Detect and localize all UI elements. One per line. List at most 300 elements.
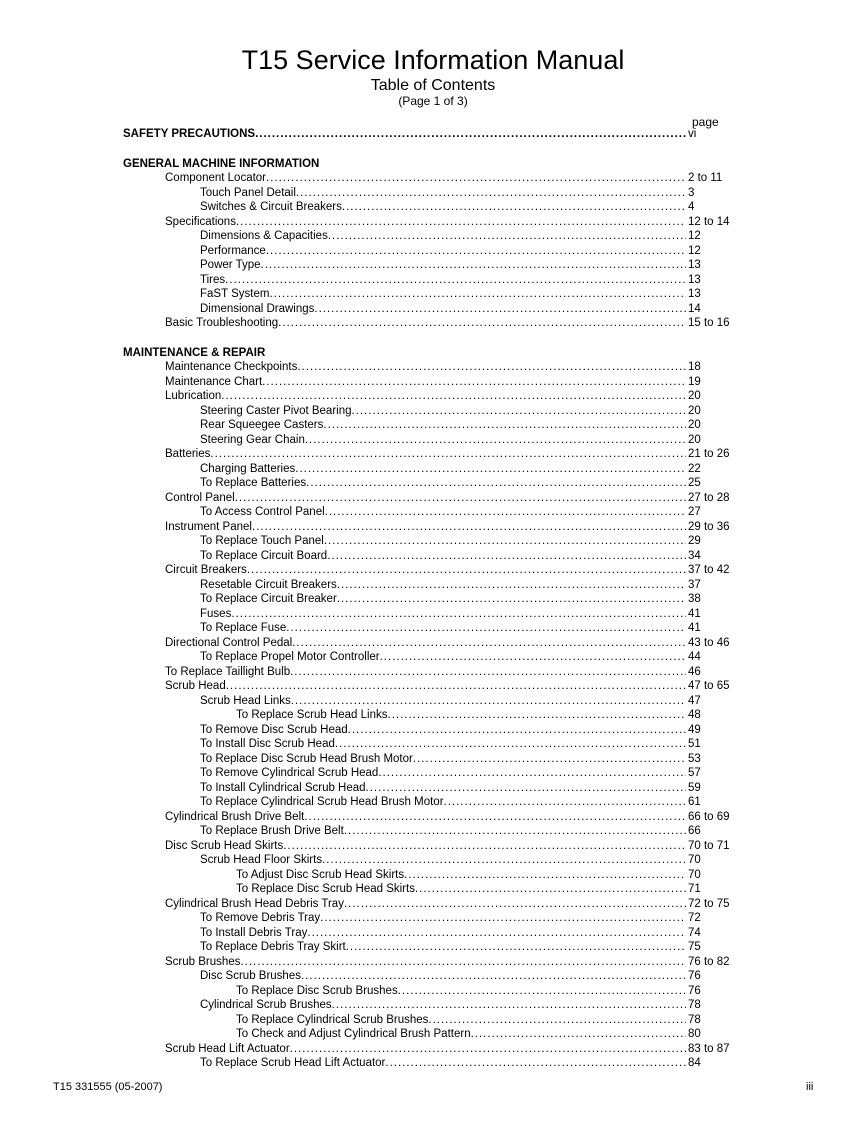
toc-entry-page: 27 to 28 bbox=[688, 491, 730, 504]
toc-leader-dots bbox=[404, 868, 686, 883]
toc-entry-text bbox=[200, 418, 686, 433]
toc-leader-dots bbox=[324, 534, 686, 549]
toc-leader-dots bbox=[261, 258, 686, 273]
toc-entry-label: Resetable Circuit Breakers bbox=[200, 578, 337, 591]
toc-entry-page: 76 bbox=[688, 970, 701, 982]
toc-leader-dots bbox=[236, 215, 686, 230]
toc-section-heading[interactable] bbox=[0, 157, 866, 172]
toc-entry-page: 47 to 65 bbox=[688, 680, 730, 692]
toc-entry[interactable] bbox=[0, 592, 866, 607]
toc-entry-label: Scrub Brushes bbox=[165, 955, 241, 968]
toc-entry[interactable] bbox=[0, 375, 866, 390]
toc-entry-label: To Replace Batteries bbox=[200, 477, 307, 489]
toc-entry[interactable] bbox=[0, 839, 866, 854]
toc-entry-page: 70 bbox=[688, 854, 701, 866]
toc-entry-page: 13 bbox=[688, 288, 701, 300]
toc-entry-label: Maintenance Chart bbox=[165, 375, 263, 388]
toc-leader-dots bbox=[292, 636, 686, 651]
toc-entry[interactable] bbox=[0, 287, 866, 302]
toc-entry-text bbox=[200, 911, 686, 926]
toc-entry-page: 66 bbox=[688, 825, 701, 837]
toc-entry-page: 4 bbox=[688, 201, 695, 213]
toc-entry-text bbox=[200, 607, 686, 622]
toc-entry[interactable] bbox=[0, 1027, 866, 1042]
toc-entry-page: 20 bbox=[688, 390, 701, 402]
toc-leader-dots bbox=[471, 1027, 686, 1042]
toc-entry[interactable] bbox=[0, 897, 866, 912]
toc-entry-label: FaST System bbox=[200, 288, 270, 300]
toc-leader-dots bbox=[335, 737, 686, 752]
toc-entry-text bbox=[165, 1042, 686, 1057]
toc-entry-text bbox=[200, 549, 686, 564]
toc-entry-text bbox=[200, 795, 686, 810]
toc-entry-page: 47 bbox=[688, 694, 701, 707]
toc-entry-text bbox=[165, 491, 686, 506]
toc-entry-text bbox=[200, 229, 686, 244]
toc-entry[interactable] bbox=[0, 258, 866, 273]
toc-entry[interactable] bbox=[0, 926, 866, 941]
toc-entry-page: 27 bbox=[688, 506, 701, 518]
toc-entry-text bbox=[165, 810, 686, 825]
toc-section-heading[interactable] bbox=[0, 346, 866, 361]
toc-entry-label: Maintenance Checkpoints bbox=[165, 361, 298, 373]
toc-entry-page: 13 bbox=[688, 259, 701, 271]
toc-entry-text bbox=[165, 375, 686, 390]
toc-entry[interactable] bbox=[0, 650, 866, 665]
toc-leader-dots bbox=[388, 708, 687, 723]
toc-entry-page: 12 to 14 bbox=[688, 215, 730, 228]
toc-entry[interactable] bbox=[0, 665, 866, 680]
toc-entry-page: 44 bbox=[688, 651, 701, 663]
toc-leader-dots bbox=[295, 462, 686, 477]
toc-entry-label: Scrub Head Lift Actuator bbox=[165, 1042, 290, 1055]
toc-entry-text bbox=[165, 665, 686, 680]
toc-entry[interactable] bbox=[0, 171, 866, 186]
toc-entry-text bbox=[200, 287, 686, 302]
toc-entry[interactable] bbox=[0, 418, 866, 433]
toc-entry[interactable] bbox=[0, 273, 866, 288]
toc-entry-label: To Replace Taillight Bulb bbox=[165, 665, 291, 678]
page-subtitle: Table of Contents bbox=[370, 77, 496, 94]
toc-entry-text bbox=[200, 694, 686, 709]
toc-entry-label: Component Locator bbox=[165, 172, 267, 184]
toc-entry[interactable] bbox=[0, 679, 866, 694]
toc-entry-text bbox=[236, 868, 686, 883]
toc-entry[interactable] bbox=[0, 215, 866, 230]
toc-entry-label: GENERAL MACHINE INFORMATION bbox=[123, 157, 320, 170]
toc-entry-text bbox=[200, 433, 686, 448]
toc-entry[interactable] bbox=[0, 607, 866, 622]
toc-entry-text bbox=[200, 926, 686, 941]
toc-leader-dots bbox=[337, 578, 686, 593]
toc-leader-dots bbox=[415, 882, 686, 897]
toc-entry-text bbox=[165, 563, 686, 578]
toc-leader-dots bbox=[366, 781, 686, 796]
toc-leader-dots bbox=[301, 969, 686, 984]
toc-entry-text bbox=[165, 520, 686, 535]
toc-entry[interactable] bbox=[0, 389, 866, 404]
toc-entry[interactable] bbox=[0, 1056, 866, 1071]
toc-entry-page: 19 bbox=[688, 375, 701, 388]
toc-entry[interactable] bbox=[0, 433, 866, 448]
toc-entry-text bbox=[200, 200, 686, 215]
toc-entry[interactable] bbox=[0, 955, 866, 970]
toc-leader-dots bbox=[290, 665, 686, 680]
toc-entry-label: Directional Control Pedal bbox=[165, 636, 293, 649]
toc-entry-label: Scrub Head bbox=[165, 680, 226, 692]
toc-entry-label: To Replace Cylindrical Scrub Head Brush Motor bbox=[200, 796, 444, 808]
toc-entry-page: 84 bbox=[688, 1057, 701, 1069]
toc-entry-label: To Replace Disc Scrub Head Skirts bbox=[236, 883, 415, 895]
toc-entry[interactable] bbox=[0, 491, 866, 506]
toc-entry[interactable] bbox=[0, 1013, 866, 1028]
toc-entry-page: 76 to 82 bbox=[688, 955, 730, 968]
toc-entry-page: 59 bbox=[688, 781, 701, 794]
toc-entry-label: Touch Panel Detail bbox=[200, 186, 296, 199]
toc-leader-dots bbox=[247, 563, 686, 578]
toc-entry-text bbox=[200, 462, 686, 477]
toc-entry-text bbox=[123, 157, 686, 172]
toc-entry[interactable] bbox=[0, 824, 866, 839]
toc-leader-dots bbox=[385, 1056, 686, 1071]
toc-entry-text bbox=[200, 781, 686, 796]
toc-entry-page: 66 to 69 bbox=[688, 810, 730, 823]
toc-leader-dots bbox=[346, 940, 686, 955]
toc-entry-text bbox=[236, 1027, 686, 1042]
toc-leader-dots bbox=[291, 694, 686, 709]
toc-entry[interactable] bbox=[0, 969, 866, 984]
toc-entry-text bbox=[165, 839, 686, 854]
toc-leader-dots bbox=[444, 795, 686, 810]
toc-entry-text bbox=[165, 389, 686, 404]
toc-entry-page: 46 bbox=[688, 665, 701, 678]
toc-entry-text bbox=[200, 258, 686, 273]
toc-entry[interactable] bbox=[0, 636, 866, 651]
toc-entry-text bbox=[200, 404, 686, 419]
toc-entry[interactable] bbox=[0, 621, 866, 636]
toc-entry-page: 12 bbox=[688, 230, 701, 242]
toc-entry-label: Switches & Circuit Breakers bbox=[200, 201, 342, 213]
toc-leader-dots bbox=[225, 273, 686, 288]
toc-entry-label: Basic Troubleshooting bbox=[165, 317, 279, 329]
toc-entry-page: 53 bbox=[688, 752, 701, 765]
toc-entry-page: 41 bbox=[688, 622, 701, 634]
toc-entry-page: 18 bbox=[688, 361, 701, 373]
toc-entry-page: 15 to 16 bbox=[688, 317, 730, 329]
toc-entry-text bbox=[236, 1013, 686, 1028]
toc-entry-label: Performance bbox=[200, 244, 266, 257]
toc-entry-label: To Replace Debris Tray Skirt bbox=[200, 941, 346, 953]
toc-leader-dots bbox=[297, 360, 686, 375]
toc-leader-dots bbox=[352, 404, 687, 419]
toc-entry-text bbox=[165, 679, 686, 694]
toc-entry[interactable] bbox=[0, 563, 866, 578]
toc-entry-text bbox=[165, 360, 686, 375]
toc-entry[interactable] bbox=[0, 447, 866, 462]
toc-entry[interactable] bbox=[0, 708, 866, 723]
toc-entry[interactable] bbox=[0, 781, 866, 796]
toc-leader-dots bbox=[226, 679, 686, 694]
toc-entry-text bbox=[165, 316, 686, 331]
toc-entry-label: Steering Caster Pivot Bearing bbox=[200, 404, 352, 417]
toc-entry[interactable] bbox=[0, 200, 866, 215]
toc-entry-label: Batteries bbox=[165, 448, 211, 460]
page-title: T15 Service Information Manual bbox=[241, 45, 625, 75]
toc-entry-page: 29 to 36 bbox=[688, 520, 730, 533]
toc-entry-text bbox=[236, 984, 686, 999]
toc-leader-dots bbox=[266, 244, 686, 259]
toc-leader-dots bbox=[413, 752, 686, 767]
toc-entry-label: To Replace Touch Panel bbox=[200, 535, 324, 547]
toc-entry-page: 70 to 71 bbox=[688, 839, 730, 852]
toc-leader-dots bbox=[306, 476, 686, 491]
toc-entry[interactable] bbox=[0, 984, 866, 999]
toc-entry-label: To Replace Propel Motor Controller bbox=[200, 651, 380, 663]
toc-leader-dots bbox=[305, 433, 686, 448]
toc-entry-text bbox=[200, 824, 686, 839]
toc-entry-page: 70 bbox=[688, 868, 701, 881]
toc-entry-label: Fuses bbox=[200, 607, 232, 620]
toc-entry-label: Power Type bbox=[200, 259, 261, 271]
toc-entry-text bbox=[200, 853, 686, 868]
toc-entry-label: To Replace Circuit Board bbox=[200, 549, 328, 562]
toc-entry-page: 37 to 42 bbox=[688, 564, 730, 576]
toc-entry-page: 83 to 87 bbox=[688, 1042, 730, 1055]
toc-entry-page: 72 bbox=[688, 912, 701, 924]
toc-entry-page: 75 bbox=[688, 941, 701, 953]
toc-leader-dots bbox=[278, 316, 686, 331]
toc-leader-dots bbox=[240, 955, 686, 970]
toc-leader-dots bbox=[304, 810, 686, 825]
toc-entry-page: 80 bbox=[688, 1028, 701, 1040]
toc-entry-label: Specifications bbox=[165, 215, 236, 228]
toc-entry-text bbox=[165, 171, 686, 186]
toc-leader-dots bbox=[327, 549, 686, 564]
toc-entry-label: Scrub Head Links bbox=[200, 694, 291, 707]
toc-entry-page: vi bbox=[688, 128, 697, 140]
toc-entry-label: Disc Scrub Brushes bbox=[200, 970, 301, 982]
toc-leader-dots bbox=[332, 998, 686, 1013]
toc-entry-label: Scrub Head Floor Skirts bbox=[200, 854, 323, 866]
toc-entry-text bbox=[200, 534, 686, 549]
toc-entry-page: 57 bbox=[688, 767, 701, 779]
toc-entry-text bbox=[200, 621, 686, 636]
toc-entry[interactable] bbox=[0, 882, 866, 897]
toc-entry[interactable] bbox=[0, 723, 866, 738]
toc-entry-page: 72 to 75 bbox=[688, 897, 730, 910]
toc-entry[interactable] bbox=[0, 520, 866, 535]
toc-entry-label: To Check and Adjust Cylindrical Brush Pattern bbox=[236, 1028, 471, 1040]
toc-leader-dots bbox=[255, 127, 686, 142]
toc-entry-text bbox=[200, 752, 686, 767]
toc-entry-label: Instrument Panel bbox=[165, 520, 252, 533]
toc-entry[interactable] bbox=[0, 998, 866, 1013]
toc-leader-dots bbox=[398, 984, 686, 999]
toc-entry-text bbox=[200, 650, 686, 665]
toc-entry[interactable] bbox=[0, 853, 866, 868]
toc-entry-text bbox=[165, 447, 686, 462]
toc-entry-label: Dimensional Drawings bbox=[200, 302, 315, 315]
toc-entry-label: To Replace Disc Scrub Brushes bbox=[236, 984, 398, 997]
toc-entry-label: Tires bbox=[200, 273, 226, 286]
toc-entry-label: Circuit Breakers bbox=[165, 564, 247, 576]
toc-section-heading[interactable] bbox=[0, 127, 866, 142]
toc-entry-text bbox=[200, 476, 686, 491]
page-of-indicator: (Page 1 of 3) bbox=[398, 94, 468, 108]
toc-entry-label: To Replace Fuse bbox=[200, 622, 287, 634]
toc-leader-dots bbox=[314, 302, 686, 317]
toc-entry-page: 78 bbox=[688, 999, 701, 1011]
toc-leader-dots bbox=[290, 1042, 686, 1057]
toc-entry[interactable] bbox=[0, 868, 866, 883]
toc-leader-dots bbox=[221, 389, 686, 404]
toc-entry[interactable] bbox=[0, 737, 866, 752]
toc-entry-text bbox=[200, 592, 686, 607]
toc-entry-text bbox=[165, 897, 686, 912]
toc-entry-label: To Adjust Disc Scrub Head Skirts bbox=[236, 868, 405, 881]
toc-entry-text bbox=[200, 273, 686, 288]
footer-doc-id: T15 331555 (05-2007) bbox=[53, 1081, 163, 1093]
toc-entry-text bbox=[200, 969, 686, 984]
toc-entry[interactable] bbox=[0, 462, 866, 477]
toc-entry-label: To Replace Cylindrical Scrub Brushes bbox=[236, 1013, 429, 1026]
toc-entry[interactable] bbox=[0, 911, 866, 926]
toc-entry-label: To Install Cylindrical Scrub Head bbox=[200, 781, 366, 794]
toc-leader-dots bbox=[342, 200, 686, 215]
toc-entry-label: MAINTENANCE & REPAIR bbox=[123, 346, 266, 359]
toc-entry[interactable] bbox=[0, 404, 866, 419]
toc-entry-label: Rear Squeegee Casters bbox=[200, 419, 324, 431]
toc-entry-page: 29 bbox=[688, 535, 701, 547]
toc-leader-dots bbox=[328, 229, 686, 244]
toc-leader-dots bbox=[307, 926, 686, 941]
toc-entry-label: Disc Scrub Head Skirts bbox=[165, 839, 284, 852]
toc-entry[interactable] bbox=[0, 1042, 866, 1057]
toc-entry[interactable] bbox=[0, 752, 866, 767]
toc-entry-page: 12 bbox=[688, 244, 701, 257]
toc-entry-text bbox=[165, 215, 686, 230]
toc-entry-text bbox=[165, 955, 686, 970]
toc-entry-page: 74 bbox=[688, 926, 701, 939]
toc-entry[interactable] bbox=[0, 186, 866, 201]
toc-entry-text bbox=[200, 244, 686, 259]
toc-entry-text bbox=[200, 578, 686, 593]
toc-entry-label: Lubrication bbox=[165, 390, 222, 402]
toc-entry-label: To Remove Cylindrical Scrub Head bbox=[200, 767, 379, 779]
toc-entry[interactable] bbox=[0, 316, 866, 331]
footer-page-number: iii bbox=[806, 1081, 814, 1093]
toc-entry[interactable] bbox=[0, 810, 866, 825]
toc-entry[interactable] bbox=[0, 360, 866, 375]
toc-entry[interactable] bbox=[0, 302, 866, 317]
toc-entry-label: To Remove Debris Tray bbox=[200, 912, 321, 924]
toc-entry-text bbox=[200, 737, 686, 752]
toc-entry-text bbox=[200, 302, 686, 317]
toc-entry[interactable] bbox=[0, 244, 866, 259]
toc-leader-dots bbox=[296, 186, 686, 201]
toc-entry-page: 41 bbox=[688, 607, 701, 620]
toc-entry-page: 22 bbox=[688, 462, 701, 475]
toc-entry-label: Charging Batteries bbox=[200, 462, 296, 475]
toc-entry-text bbox=[236, 882, 686, 897]
toc-entry-text bbox=[200, 186, 686, 201]
toc-entry[interactable] bbox=[0, 694, 866, 709]
toc-leader-dots bbox=[210, 447, 686, 462]
toc-leader-dots bbox=[252, 520, 686, 535]
toc-leader-dots bbox=[325, 505, 686, 520]
toc-entry-label: Cylindrical Brush Drive Belt bbox=[165, 810, 305, 823]
toc-entry-label: To Install Disc Scrub Head bbox=[200, 738, 335, 750]
toc-entry-text bbox=[200, 998, 686, 1013]
toc-entry-text bbox=[200, 1056, 686, 1071]
toc-leader-dots bbox=[262, 375, 686, 390]
toc-entry-label: To Replace Brush Drive Belt bbox=[200, 825, 344, 837]
toc-entry-label: To Remove Disc Scrub Head bbox=[200, 723, 348, 736]
toc-entry-label: To Install Debris Tray bbox=[200, 926, 308, 939]
toc-leader-dots bbox=[344, 824, 686, 839]
toc-entry[interactable] bbox=[0, 766, 866, 781]
toc-entry-label: To Replace Scrub Head Links bbox=[236, 709, 388, 721]
toc-entry-page: 71 bbox=[688, 883, 701, 895]
toc-entry-text bbox=[165, 636, 686, 651]
toc-entry-label: SAFETY PRECAUTIONS bbox=[123, 128, 256, 140]
toc-entry-page: 76 bbox=[688, 984, 701, 997]
toc-entry[interactable] bbox=[0, 578, 866, 593]
toc-entry[interactable] bbox=[0, 534, 866, 549]
toc-entry-page: 51 bbox=[688, 738, 701, 750]
toc-entry-label: To Replace Circuit Breaker bbox=[200, 593, 337, 605]
toc-leader-dots bbox=[235, 491, 686, 506]
toc-leader-dots bbox=[344, 897, 686, 912]
page-column-header: page bbox=[692, 115, 719, 129]
toc-entry-page: 34 bbox=[688, 549, 701, 562]
toc-entry-page: 21 to 26 bbox=[688, 448, 730, 460]
toc-entry-label: To Access Control Panel bbox=[200, 506, 325, 518]
toc-entry-page: 20 bbox=[688, 433, 701, 446]
toc-entry-label: Dimensions & Capacities bbox=[200, 230, 328, 242]
toc-leader-dots bbox=[266, 171, 686, 186]
toc-leader-dots bbox=[337, 592, 686, 607]
toc-entry-page: 37 bbox=[688, 578, 701, 591]
table-of-contents bbox=[0, 127, 866, 1071]
toc-leader-dots bbox=[286, 621, 686, 636]
toc-entry[interactable] bbox=[0, 229, 866, 244]
toc-leader-dots bbox=[323, 418, 686, 433]
toc-entry-page: 20 bbox=[688, 419, 701, 431]
toc-entry[interactable] bbox=[0, 549, 866, 564]
toc-entry-text bbox=[200, 505, 686, 520]
toc-entry[interactable] bbox=[0, 505, 866, 520]
toc-leader-dots bbox=[320, 911, 686, 926]
toc-entry-text bbox=[236, 708, 686, 723]
toc-entry-text bbox=[200, 940, 686, 955]
toc-entry-label: Cylindrical Brush Head Debris Tray bbox=[165, 897, 344, 910]
toc-entry-page: 48 bbox=[688, 709, 701, 721]
toc-entry-page: 25 bbox=[688, 477, 701, 489]
toc-entry-page: 13 bbox=[688, 273, 701, 286]
toc-entry-text bbox=[123, 127, 686, 142]
toc-leader-dots bbox=[380, 650, 686, 665]
toc-leader-dots bbox=[378, 766, 686, 781]
toc-leader-dots bbox=[231, 607, 686, 622]
toc-entry-text bbox=[200, 766, 686, 781]
toc-entry[interactable] bbox=[0, 476, 866, 491]
toc-leader-dots bbox=[428, 1013, 686, 1028]
toc-entry[interactable] bbox=[0, 795, 866, 810]
toc-entry-label: To Replace Scrub Head Lift Actuator bbox=[200, 1057, 386, 1069]
toc-entry-page: 61 bbox=[688, 796, 701, 808]
toc-entry[interactable] bbox=[0, 940, 866, 955]
